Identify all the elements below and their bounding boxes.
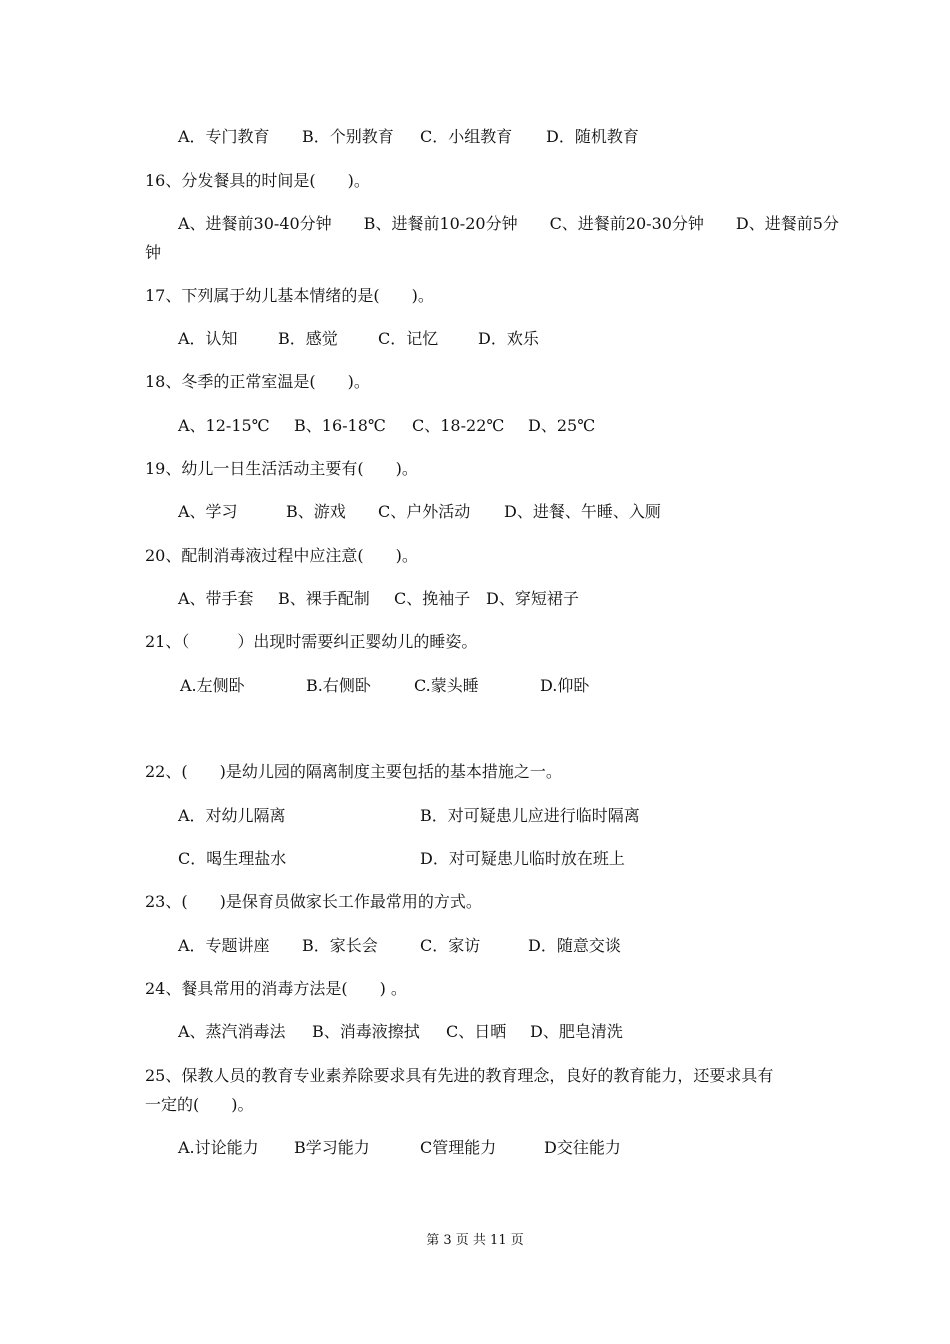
option-c: C、日晒 — [446, 1022, 507, 1041]
option-d: D．对可疑患儿临时放在班上 — [420, 849, 625, 868]
option-c: C、户外活动 — [378, 502, 471, 521]
option-b: B.右侧卧 — [306, 676, 371, 695]
option-c: C．记忆 — [378, 329, 439, 348]
option-a: A、蒸汽消毒法 — [178, 1022, 286, 1041]
q16-options-line1: A、进餐前30-40分钟 B、进餐前10-20分钟 C、进餐前20-30分钟 D、进餐前5分 — [178, 214, 839, 233]
option-d: D、进餐、午睡、入厕 — [504, 502, 661, 521]
q16-options-line2: 钟 — [145, 243, 162, 262]
option-d: D．随机教育 — [546, 127, 639, 146]
option-c: C.蒙头睡 — [414, 676, 479, 695]
q23-stem: 23、( )是保育员做家长工作最常用的方式。 — [145, 892, 482, 911]
option-b: B、游戏 — [286, 502, 346, 521]
option-a: A．专门教育 — [178, 127, 270, 146]
option-a: A.左侧卧 — [180, 676, 245, 695]
option-a: A．对幼儿隔离 — [178, 806, 286, 825]
option-b: B．家长会 — [302, 936, 378, 955]
option-d: D．随意交谈 — [528, 936, 621, 955]
option-c: C管理能力 — [420, 1138, 497, 1157]
option-c: C、18-22℃ — [412, 416, 505, 435]
option-b: B、裸手配制 — [278, 589, 370, 608]
option-a: A、学习 — [178, 502, 238, 521]
option-a: A.讨论能力 — [178, 1138, 259, 1157]
option-d: D．欢乐 — [478, 329, 539, 348]
option-d: D交往能力 — [544, 1138, 621, 1157]
option-c: C．小组教育 — [420, 127, 513, 146]
option-b: B、16-18℃ — [294, 416, 386, 435]
q25-stem-line1: 25、保教人员的教育专业素养除要求具有先进的教育理念，良好的教育能力，还要求具有 — [145, 1066, 774, 1085]
option-a: A、12-15℃ — [178, 416, 270, 435]
option-b: B学习能力 — [294, 1138, 370, 1157]
q17-stem: 17、下列属于幼儿基本情绪的是( )。 — [145, 286, 434, 305]
option-a: A．认知 — [178, 329, 238, 348]
option-a: A、带手套 — [178, 589, 254, 608]
option-d: D、穿短裙子 — [486, 589, 579, 608]
option-b: B．感觉 — [278, 329, 338, 348]
q21-stem: 21、（ ）出现时需要纠正婴幼儿的睡姿。 — [145, 632, 478, 651]
option-a: A．专题讲座 — [178, 936, 270, 955]
q19-stem: 19、幼儿一日生活活动主要有( )。 — [145, 459, 418, 478]
page-number-footer: 第 3 页 共 11 页 — [426, 1233, 524, 1248]
q22-stem: 22、( )是幼儿园的隔离制度主要包括的基本措施之一。 — [145, 762, 562, 781]
q18-stem: 18、冬季的正常室温是( )。 — [145, 372, 370, 391]
option-d: D、肥皂清洗 — [530, 1022, 623, 1041]
q16-stem: 16、分发餐具的时间是( )。 — [145, 171, 370, 190]
q25-stem-line2: 一定的( )。 — [145, 1095, 254, 1114]
option-b: B．对可疑患儿应进行临时隔离 — [420, 806, 640, 825]
option-c: C．家访 — [420, 936, 481, 955]
option-b: B．个别教育 — [302, 127, 394, 146]
option-b: B、消毒液擦拭 — [312, 1022, 420, 1041]
q20-stem: 20、配制消毒液过程中应注意( )。 — [145, 546, 418, 565]
option-c: C、挽袖子 — [394, 589, 471, 608]
option-c: C．喝生理盐水 — [178, 849, 287, 868]
option-d: D.仰卧 — [540, 676, 590, 695]
option-d: D、25℃ — [528, 416, 596, 435]
q24-stem: 24、餐具常用的消毒方法是( ) 。 — [145, 979, 407, 998]
